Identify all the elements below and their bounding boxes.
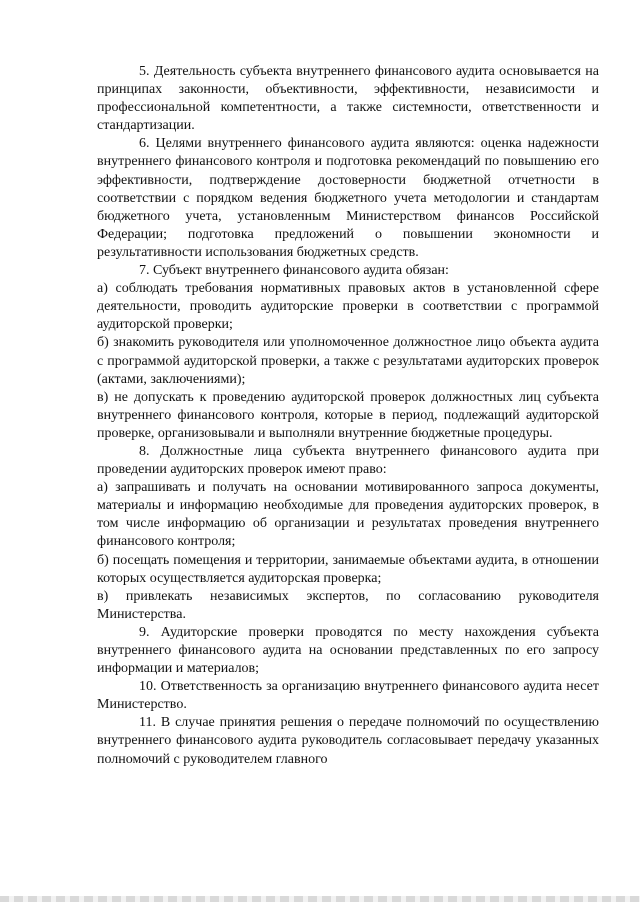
paragraph-9: 9. Аудиторские проверки проводятся по месту нахождения субъекта внутреннего финансового аудита на основании представленных по его запросу информации и материалов; bbox=[97, 624, 599, 677]
list-item-8b: б) посещать помещения и территории, занимаемые объектами аудита, в отношении которых осуществляется аудиторская проверка; bbox=[97, 552, 599, 586]
paragraph-6: 6. Целями внутреннего финансового аудита являются: оценка надежности внутреннего финансового контроля и подготовка рекомендаций по повышению его эффективности, подтверждение достоверности бюджетной отчетности в соответствии с порядком ведения бюджетного учета методологии и стандартам бюджетного учета, установленным Министерством финансов Российской Федерации; подготовка предложений о повышении экономности и результативности использования бюджетных средств. bbox=[97, 136, 599, 260]
paragraph-10: 10. Ответственность за организацию внутреннего финансового аудита несет Министерство. bbox=[97, 679, 599, 713]
list-item-8a: а) запрашивать и получать на основании мотивированного запроса документы, материалы и информацию необходимые для проведения аудиторских проверок, в том числе информацию об организации и результатах проведения внутреннего финансового контроля; bbox=[97, 480, 599, 550]
paragraph-8: 8. Должностные лица субъекта внутреннего финансового аудита при проведении аудиторских проверок имеют право: bbox=[97, 443, 599, 478]
list-item-7c: в) не допускать к проведению аудиторской проверок должностных лиц субъекта внутреннего финансового контроля, которые в период, подлежащий аудиторской проверке, организовывали и выполняли внутренние бюджетные процедуры. bbox=[97, 389, 599, 441]
paragraph-5: 5. Деятельность субъекта внутреннего финансового аудита основывается на принципах законности, объективности, эффективности, независимости и профессиональной компетентности, а также системности, ответственности и стандартизации. bbox=[97, 64, 599, 134]
paragraph-11: 11. В случае принятия решения о передаче полномочий по осуществлению внутреннего финансового аудита руководитель согласовывает передачу указанных полномочий с руководителем главного bbox=[97, 715, 599, 767]
list-item-7a: а) соблюдать требования нормативных правовых актов в установленной сфере деятельности, проводить аудиторские проверки в соответствии с программой аудиторской проверки; bbox=[97, 281, 599, 333]
paragraph-7: 7. Субъект внутреннего финансового аудита обязан: bbox=[139, 263, 449, 279]
scan-bottom-edge bbox=[0, 896, 640, 902]
list-item-7b: б) знакомить руководителя или уполномоченное должностное лицо объекта аудита с программой аудиторской проверки, а также с результатами аудиторских проверок (актами, заключениями); bbox=[97, 335, 599, 387]
list-item-8c: в) привлекать независимых экспертов, по согласованию руководителя Министерства. bbox=[97, 588, 599, 622]
document-body bbox=[97, 63, 599, 769]
